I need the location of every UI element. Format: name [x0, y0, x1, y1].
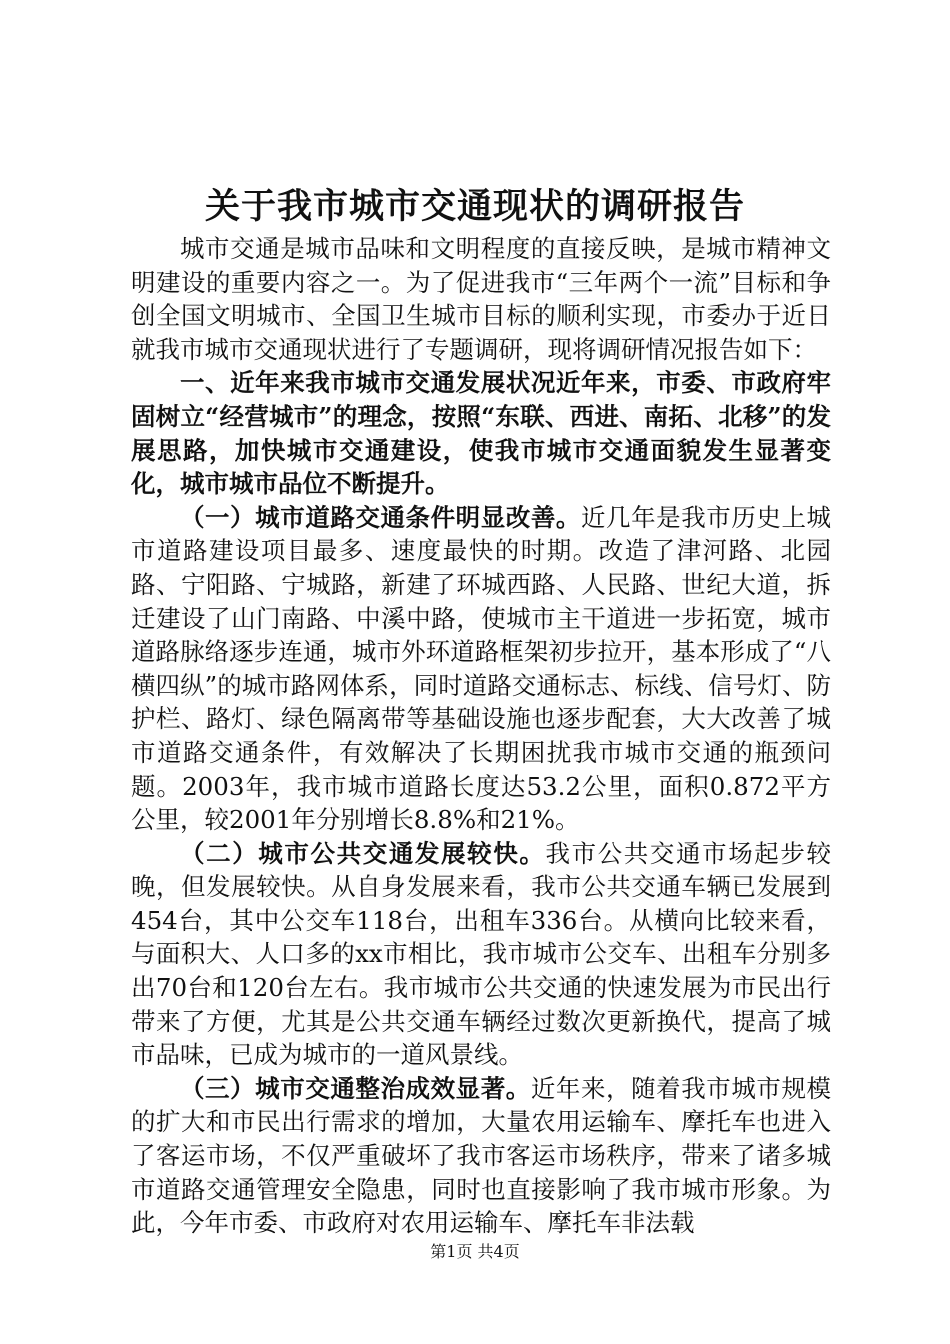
subsection-2-heading: （二）城市公共交通发展较快。 [180, 838, 546, 868]
paragraph-subsection-3 [131, 1072, 831, 1240]
paragraph-subsection-2 [131, 837, 831, 1072]
paragraph-section-1 [131, 366, 831, 500]
paragraph-subsection-1 [131, 501, 831, 837]
subsection-2-text: 我市公共交通市场起步较晚，但发展较快。从自身发展来看，我市公共交通车辆已发展到454台，其中公交车118台，出租车336台。从横向比较来看，与面积大、人口多的xx市相比，我市城市公交车、出租车分别多出70台和120台左右。我市城市公共交通的快速发展为市民出行带来了方便，尤其是公共交通车辆经过数次更新换代，提高了城市品味，已成为城市的一道风景线。 [131, 838, 832, 1070]
paragraph-intro-text: 城市交通是城市品味和文明程度的直接反映，是城市精神文明建设的重要内容之一。为了促进我市“三年两个一流”目标和争创全国文明城市、全国卫生城市目标的顺利实现，市委办于近日就我市城市交通现状进行了专题调研，现将调研情况报告如下： [131, 234, 831, 364]
subsection-1-heading: （一）城市道路交通条件明显改善。 [180, 502, 581, 532]
subsection-3-heading: （三）城市交通整治成效显著。 [180, 1073, 531, 1103]
page-footer: 第1页 共4页 [430, 1242, 520, 1261]
subsection-3-text: 近年来，随着我市城市规模的扩大和市民出行需求的增加，大量农用运输车、摩托车也进入了客运市场，不仅严重破坏了我市客运市场秩序，带来了诸多城市道路交通管理安全隐患，同时也直接影响了我市城市形象。为此，今年市委、市政府对农用运输车、摩托车非法载 [131, 1073, 832, 1238]
document-title: 关于我市城市交通现状的调研报告 [204, 186, 745, 227]
document-body [131, 232, 831, 1240]
subsection-1-text: 近几年是我市历史上城市道路建设项目最多、速度最快的时期。改造了津河路、北园路、宁阳路、宁城路，新建了环城西路、人民路、世纪大道，拆迁建设了山门南路、中溪中路，使城市主干道进一步拓宽，城市道路脉络逐步连通，城市外环道路框架初步拉开，基本形成了“八横四纵”的城市路网体系，同时道路交通标志、标线、信号灯、防护栏、路灯、绿色隔离带等基础设施也逐步配套，大大改善了城市道路交通条件，有效解决了长期困扰我市城市交通的瓶颈问题。2003年，我市城市道路长度达53.2公里，面积0.872平方公里，较2001年分别增长8.8%和21%。 [131, 502, 832, 835]
section-1-heading: 一、近年来我市城市交通发展状况近年来，市委、市政府牢固树立“经营城市”的理念，按照“东联、西进、南拓、北移”的发展思路，加快城市交通建设，使我市城市交通面貌发生显著变化，城市城市品位不断提升。 [131, 368, 831, 499]
paragraph-intro [131, 232, 831, 366]
